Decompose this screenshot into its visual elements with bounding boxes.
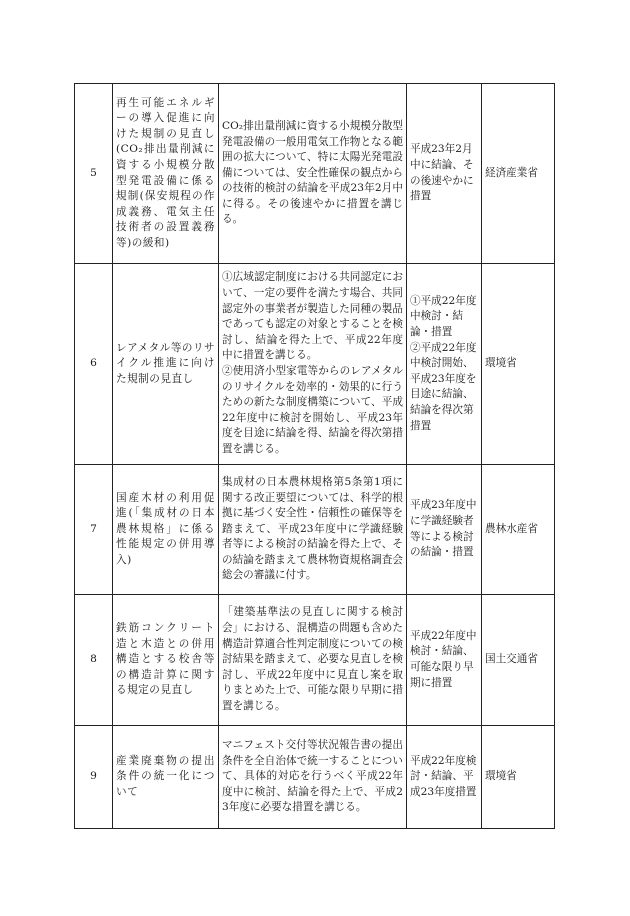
- item-ministry: 環境省: [482, 726, 555, 829]
- regulation-table: [74, 83, 555, 829]
- item-schedule: [407, 465, 482, 595]
- schedule-text: 平成23年度中に学識経験者等による検討の結論・措置: [410, 499, 477, 559]
- item-ministry: 国土交通省: [482, 595, 555, 726]
- item-title: レアメタル等のリサイクル推進に向けた規制の見直し: [113, 264, 219, 465]
- item-title: 産業廃棄物の提出条件の統一化について: [113, 726, 219, 829]
- item-detail: [219, 726, 407, 829]
- item-title: 鉄筋コンクリート造と木造との併用構造とする校舎等の構造計算に関する規定の見直し: [113, 595, 219, 726]
- item-detail: [219, 465, 407, 595]
- detail-paragraph: ②使用済小型家電等からのレアメタルのリサイクルを効率的・効果的に行うための新たな制度構築について、平成22年度中に検討を開始し、平成23年度を目途に結論を得、結論を得次第措置を講じる。: [222, 365, 403, 455]
- table-row: [75, 84, 555, 264]
- item-ministry: 経済産業省: [482, 84, 555, 264]
- item-number: 6: [75, 264, 113, 465]
- schedule-text: 平成23年2月中に結論、その後速やかに措置: [410, 143, 474, 203]
- table-row: [75, 595, 555, 726]
- table-row: [75, 726, 555, 829]
- item-schedule: [407, 264, 482, 465]
- detail-paragraph: マニフェスト交付等状況報告書の提出条件を全自治体で統一することについて、具体的対応を行うべく平成22年度中に検討、結論を得た上で、平成23年度に必要な措置を講じる。: [222, 739, 403, 814]
- item-number: 7: [75, 465, 113, 595]
- item-number: 8: [75, 595, 113, 726]
- table-row: [75, 264, 555, 465]
- item-ministry: 農林水産省: [482, 465, 555, 595]
- detail-paragraph: ①広域認定制度における共同認定において、一定の要件を満たす場合、共同認定外の事業者が製造した同種の製品であっても認定の対象とすることを検討し、結論を得た上で、平成22年度中に措置を講じる。: [222, 271, 403, 362]
- schedule-text: 平成22年度中検討・結論、可能な限り早期に措置: [410, 629, 477, 689]
- item-ministry: 環境省: [482, 264, 555, 465]
- item-number: 9: [75, 726, 113, 829]
- schedule-text: ①平成22年度中検討・結論・措置: [410, 294, 477, 339]
- item-schedule: [407, 84, 482, 264]
- item-schedule: [407, 726, 482, 829]
- schedule-text: ②平成22年度中検討開始、平成23年度を目途に結論、結論を得次第措置: [410, 341, 477, 432]
- schedule-text: 平成22年度検討・結論、平成23年度措置: [410, 754, 477, 798]
- detail-paragraph: CO₂排出量削減に資する小規模分散型発電設備の一般用電気工作物となる範囲の拡大について、特に太陽光発電設備については、安全性確保の観点からの技術的検討の結論を平成23年2月中に得る。その後速やかに措置を講じる。: [222, 119, 403, 226]
- detail-paragraph: 集成材の日本農林規格第5条第1項に関する改正要望については、科学的根拠に基づく安全性・信頼性の確保等を踏まえて、平成23年度中に学識経験者等による検討の結論を得た上で、その結論を踏まえて農林物資規格調査会総会の審議に付す。: [222, 475, 403, 582]
- item-number: 5: [75, 84, 113, 264]
- item-title: 再生可能エネルギーの導入促進に向けた規制の見直し(CO₂排出量削減に資する小規模分散型発電設備に係る規制(保安規程の作成義務、電気主任技術者の設置義務等)の緩和): [113, 84, 219, 264]
- item-detail: [219, 84, 407, 264]
- table-row: [75, 465, 555, 595]
- item-detail: [219, 264, 407, 465]
- item-title: 国産木材の利用促進(「集成材の日本農林規格」に係る性能規定の併用導入): [113, 465, 219, 595]
- detail-paragraph: 「建築基準法の見直しに関する検討会」における、混構造の問題も含めた構造計算適合性判定制度についての検討結果を踏まえて、必要な見直しを検討し、平成22年度中に見直し案を取りまとめた上で、可能な限り早期に措置を講じる。: [222, 606, 403, 712]
- item-detail: [219, 595, 407, 726]
- item-schedule: [407, 595, 482, 726]
